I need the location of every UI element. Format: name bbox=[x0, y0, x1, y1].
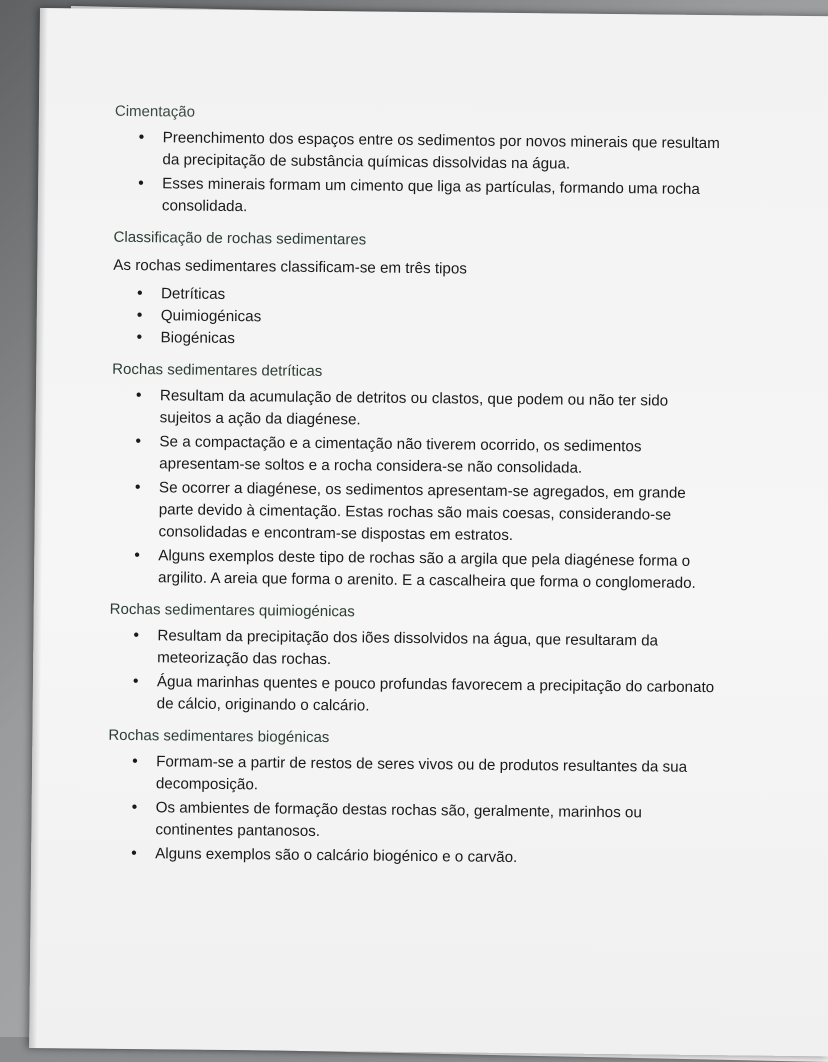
list-item: • Quimiogénicas bbox=[161, 305, 723, 333]
bullet-list bbox=[114, 127, 725, 223]
section-heading: Classificação de rochas sedimentares bbox=[113, 228, 367, 249]
bullet-list bbox=[110, 385, 722, 595]
list-item: • Resultam da acumulação de detritos ou clastos, que podem ou não ter sido sujeitos a ação da diagénese. bbox=[160, 385, 722, 435]
section-heading: Cimentação bbox=[114, 102, 196, 121]
list-item: • Se ocorrer a diagénese, os sedimentos apresentam-se agregados, em grande parte devido à cimentação. Estas rochas são mais coesas, considerando-se consolidadas e encontram-se dispostas em estratos. bbox=[158, 477, 721, 549]
section-heading: Rochas sedimentares biogénicas bbox=[108, 726, 330, 747]
section-detriticas bbox=[110, 359, 722, 595]
list-item: • Formam-se a partir de restos de seres vivos ou de produtos resultantes da sua decomposição. bbox=[156, 751, 718, 801]
section-heading: Rochas sedimentares quimiogénicas bbox=[109, 600, 355, 621]
section-cimentacao bbox=[114, 101, 725, 223]
section-biogenicas bbox=[107, 725, 718, 871]
list-item: • Detríticas bbox=[161, 283, 723, 311]
list-item: • Preenchimento dos espaços entre os sedimentos por novos minerais que resultam da precipitação de substância químicas dissolvidas na água. bbox=[162, 127, 724, 177]
list-item: • Alguns exemplos deste tipo de rochas são a argila que pela diagénese forma o argilito. A areia que forma o arenito. E a cascalheira que forma o conglomerado. bbox=[158, 545, 720, 595]
list-item: • Biogénicas bbox=[160, 327, 722, 355]
intro-text: As rochas sedimentares classificam-se em três tipos bbox=[113, 256, 468, 278]
section-heading: Rochas sedimentares detríticas bbox=[112, 360, 323, 380]
document-page bbox=[29, 8, 828, 1056]
section-classificacao bbox=[112, 227, 723, 355]
list-item: • Os ambientes de formação destas rochas são, geralmente, marinhos ou continentes pantanosos. bbox=[155, 797, 717, 847]
bullet-list bbox=[112, 283, 723, 355]
list-item: • Água marinhas quentes e pouco profundas favorecem a precipitação do carbonato de cálcio, originando o calcário. bbox=[157, 671, 719, 721]
list-item: • Alguns exemplos são o calcário biogénico e o carvão. bbox=[155, 843, 717, 871]
bullet-list bbox=[107, 751, 718, 871]
document-content bbox=[107, 101, 725, 881]
list-item: • Esses minerais formam um cimento que liga as partículas, formando uma rocha consolidada. bbox=[162, 173, 724, 223]
list-item: • Se a compactação e a cimentação não tiverem ocorrido, os sedimentos apresentam-se soltos e a rocha considera-se não consolidada. bbox=[159, 431, 721, 481]
list-item: • Resultam da precipitação dos iões dissolvidos na água, que resultaram da meteorização das rochas. bbox=[157, 625, 719, 675]
bullet-list bbox=[109, 625, 720, 721]
section-quimiogenicas bbox=[109, 599, 720, 721]
